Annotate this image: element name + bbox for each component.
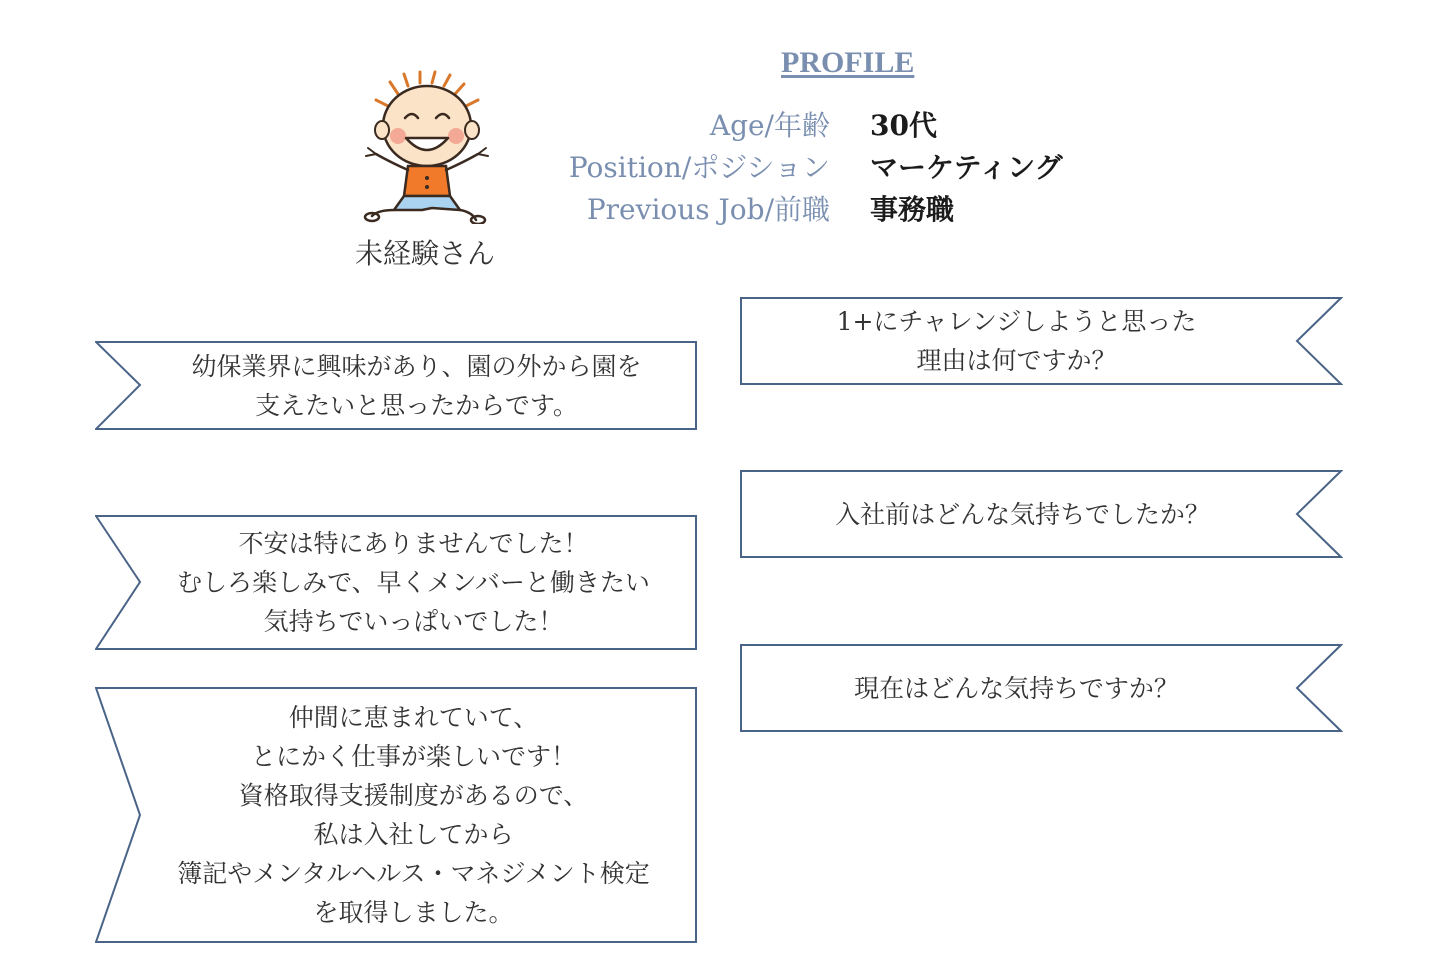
profile-label: Position/ポジション [568,151,830,184]
answer-line: 気持ちでいっぱいでした！ [263,607,564,636]
answer-line: 私は入社してから [313,820,514,849]
profile-value: 30代 [870,109,937,142]
answer-text [137,687,690,943]
question-text [750,644,1283,732]
answer-line: 支えたいと思ったからです。 [255,390,578,420]
profile-value: 事務職 [870,193,955,226]
answer-text [137,515,690,650]
answer-line: 幼保業界に興味があり、園の外から園を [191,351,642,381]
person-caption: 未経験さん [354,237,495,270]
question-line: 入社前はどんな気持ちでしたか？ [835,499,1210,529]
answer-line: を取得しました。 [313,898,514,927]
profile-label: Age/年齢 [709,109,830,142]
answer-text [143,341,690,430]
answer-line: 仲間に恵まれていて、 [288,703,539,732]
answer-line: とにかく仕事が楽しいです！ [250,742,576,771]
answer-ribbon-3 [95,687,698,943]
answer-line: むしろ楽しみで、早くメンバーと働きたい [177,568,650,597]
question-line: 1+にチャレンジしようと思った [836,307,1197,336]
question-ribbon-3 [740,644,1343,732]
answer-line: 資格取得支援制度があるので、 [238,781,589,810]
question-text [750,470,1295,558]
question-line: 現在はどんな気持ちですか？ [854,673,1179,703]
answer-line: 不安は特にありませんでした！ [238,529,589,558]
answer-ribbon-2 [95,515,698,650]
question-ribbon-1 [740,297,1343,385]
question-line: 理由は何ですか？ [916,346,1117,375]
answer-line: 簿記やメンタルヘルス・マネジメント検定 [177,859,650,888]
profile-row-previous-job [0,188,1440,232]
question-text [750,297,1283,385]
question-ribbon-2 [740,470,1343,558]
profile-value: マーケティング [870,151,1063,184]
profile-row-age [0,104,1440,148]
profile-row-position [0,146,1440,190]
answer-ribbon-1 [95,341,698,430]
profile-label: Previous Job/前職 [586,193,830,226]
profile-title: PROFILE [781,46,915,79]
